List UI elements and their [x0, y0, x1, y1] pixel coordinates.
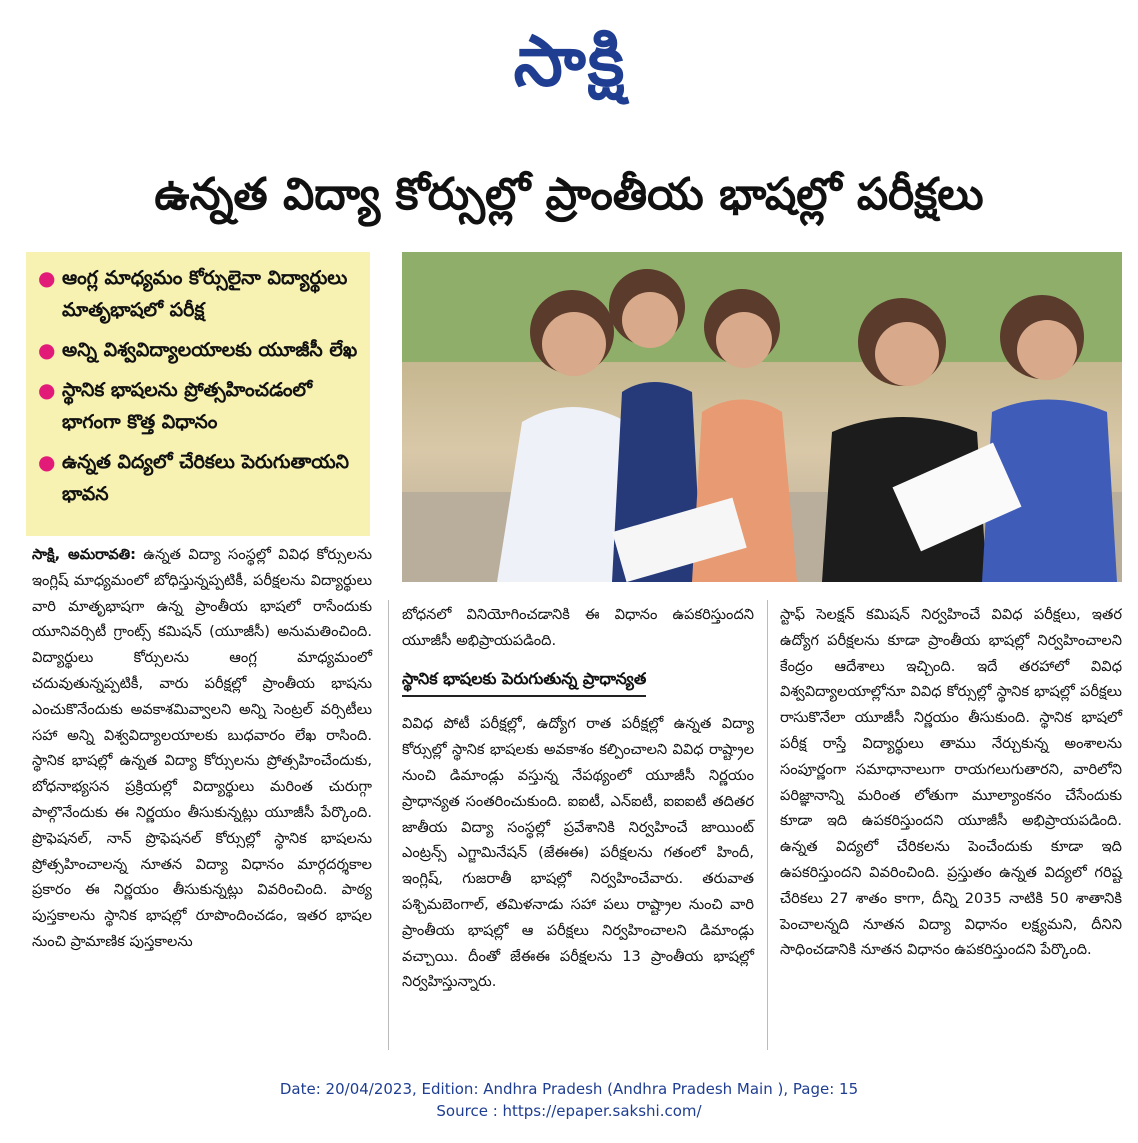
footer-source-line: Source : https://epaper.sakshi.com/	[436, 1102, 702, 1120]
column-divider	[388, 600, 389, 1050]
highlight-item	[38, 262, 360, 326]
article-dateline: సాక్షి, అమరావతి:	[32, 546, 136, 563]
headline: ఉన్నత విద్యా కోర్సుల్లో ప్రాంతీయ భాషల్లో పరీక్షలు	[154, 169, 984, 220]
article-text: వివిధ పోటీ పరీక్షల్లో, ఉద్యోగ రాత పరీక్షల్లో ఉన్నత విద్యా కోర్సుల్లో స్థానిక భాషలకు అవకాశం కల్పించాలని వివిధ రాష్ట్రాల నుంచి డిమాండ్లు వస్తున్న నేపథ్యంలో యూజీసీ నిర్ణయం ప్రాధాన్యత సంతరించుకుంది. ఐఐటీ, ఎన్ఐటీ, ఐఐఐటీ తదితర జాతీయ విద్యా సంస్థల్లో ప్రవేశానికి నిర్వహించే జాయింట్ ఎంట్రన్స్ ఎగ్జామినేషన్ (జేఈఈ) పరీక్షలను గతంలో హిందీ, ఇంగ్లిష్, గుజరాతీ భాషల్లో నిర్వహించేవారు. తరువాత పశ్చిమబెంగాల్, తమిళనాడు సహా పలు రాష్ట్రాల నుంచి వారి ప్రాంతీయ భాషల్లో ఆ పరీక్షలు నిర్వహించాలని డిమాండ్లు వచ్చాయి. దీంతో జేఈఈ పరీక్షలను 13 ప్రాంతీయ భాషల్లో నిర్వహిస్తున్నారు.	[402, 715, 754, 991]
column-divider	[767, 600, 768, 1050]
article-subheading: స్థానిక భాషలకు పెరుగుతున్న ప్రాధాన్యత	[402, 666, 646, 698]
photo-students-icon	[402, 252, 1122, 582]
article-column-1	[32, 542, 372, 955]
masthead-logo: సాక్షి	[513, 20, 627, 102]
highlight-item	[38, 446, 360, 510]
article-column-3	[780, 602, 1122, 963]
highlight-text: ఆంగ్ల మాధ్యమం కోర్సులైనా విద్యార్థులు మాతృభాషలో పరీక్ష	[62, 267, 348, 321]
article-text: స్టాఫ్ సెలక్షన్ కమిషన్ నిర్వహించే వివిధ పరీక్షలు, ఇతర ఉద్యోగ పరీక్షలను కూడా ప్రాంతీయ భాషల్లో నిర్వహించాలని కేంద్రం ఆదేశాలు ఇచ్చింది. ఇదే తరహాలో వివిధ విశ్వవిద్యాలయాల్లోనూ వివిధ కోర్సుల్లో స్థానిక భాషల్లో పరీక్షలు రాసుకొనేలా యూజీసీ నిర్ణయం తీసుకుంది. స్థానిక భాషలో పరీక్ష రాస్తే విద్యార్థులు తాము నేర్చుకున్న అంశాలను సంపూర్ణంగా సమాధానాలుగా రాయగలుగుతారని, వారిలోని పరిజ్ఞానాన్ని మరింత లోతుగా మూల్యాంకనం చేసేందుకు కూడా ఇది ఉపకరిస్తుందని యూజీసీ అభిప్రాయపడింది. ఉన్నత విద్యలో చేరికలను పెంచేందుకు కూడా ఇది ఉపకరిస్తుందని వివరించింది. ప్రస్తుతం ఉన్నత విద్యలో గరిష్ట చేరికలు 27 శాతం కాగా, దీన్ని 2035 నాటికి 50 శాతానికి పెంచాలన్నది నూతన విద్యా విధానం లక్ష్యమని, దీనిని సాధించడానికి నూతన విధానం ఉపకరిస్తుందని పేర్కొంది.	[780, 606, 1122, 959]
bullet-icon: ●	[38, 450, 56, 474]
bullet-icon: ●	[38, 338, 56, 362]
highlight-text: అన్ని విశ్వవిద్యాలయాలకు యూజీసీ లేఖ	[62, 339, 358, 361]
footer-edition-line: Date: 20/04/2023, Edition: Andhra Pradesh (Andhra Pradesh Main ), Page: 15	[279, 1080, 859, 1098]
highlights-box	[26, 252, 370, 536]
highlight-text: ఉన్నత విద్యలో చేరికలు పెరుగుతాయని భావన	[62, 451, 350, 505]
highlight-item	[38, 374, 360, 438]
highlight-text: స్థానిక భాషలను ప్రోత్సహించడంలో భాగంగా కొత్త విధానం	[62, 379, 313, 433]
footer	[0, 1078, 1138, 1122]
article-text: ఉన్నత విద్యా సంస్థల్లో వివిధ కోర్సులను ఇంగ్లిష్ మాధ్యమంలో బోధిస్తున్నప్పటికీ, పరీక్షలను విద్యార్థులు వారి మాతృభాషగా ఉన్న ప్రాంతీయ భాషలో రాసేందుకు యూనివర్సిటీ గ్రాంట్స్ కమిషన్ (యూజీసీ) అనుమతించింది. విద్యార్థులు కోర్సులను ఆంగ్ల మాధ్యమంలో చదువుతున్నప్పటికీ, వారు పరీక్షల్లో ప్రాంతీయ భాషను ఎంచుకొనేందుకు అవకాశమివ్వాలని అన్ని సెంట్రల్ వర్సిటీలు సహా అన్ని విశ్వవిద్యాలయాలకు బుధవారం లేఖ రాసింది. స్థానిక భాషల్లో ఉన్నత విద్యా కోర్సులను ప్రోత్సహించేందుకు, బోధనాభ్యసన ప్రక్రియల్లో విద్యార్థులు మరింత చురుగ్గా పాల్గొనేందుకు ఈ నిర్ణయం తీసుకున్నట్లు యూజీసీ పేర్కొంది. ప్రొఫెషనల్, నాన్ ప్రొఫెషనల్ కోర్సుల్లో స్థానిక భాషలను ప్రోత్సహించాలన్న నూతన విద్యా విధానం మార్గదర్శకాల ప్రకారం ఈ నిర్ణయం తీసుకున్నట్లు వివరించింది. పాఠ్య పుస్తకాలను స్థానిక భాషల్లో రూపొందించడం, ఇతర భాషల నుంచి ప్రామాణిక పుస్తకాలను	[32, 546, 372, 950]
article-column-2	[402, 602, 754, 995]
article-photo	[402, 252, 1122, 582]
bullet-icon: ●	[38, 266, 56, 290]
article-text: బోధనలో వినియోగించడానికి ఈ విధానం ఉపకరిస్తుందని యూజీసీ అభిప్రాయపడింది.	[402, 606, 754, 649]
highlight-item	[38, 334, 360, 366]
bullet-icon: ●	[38, 378, 56, 402]
